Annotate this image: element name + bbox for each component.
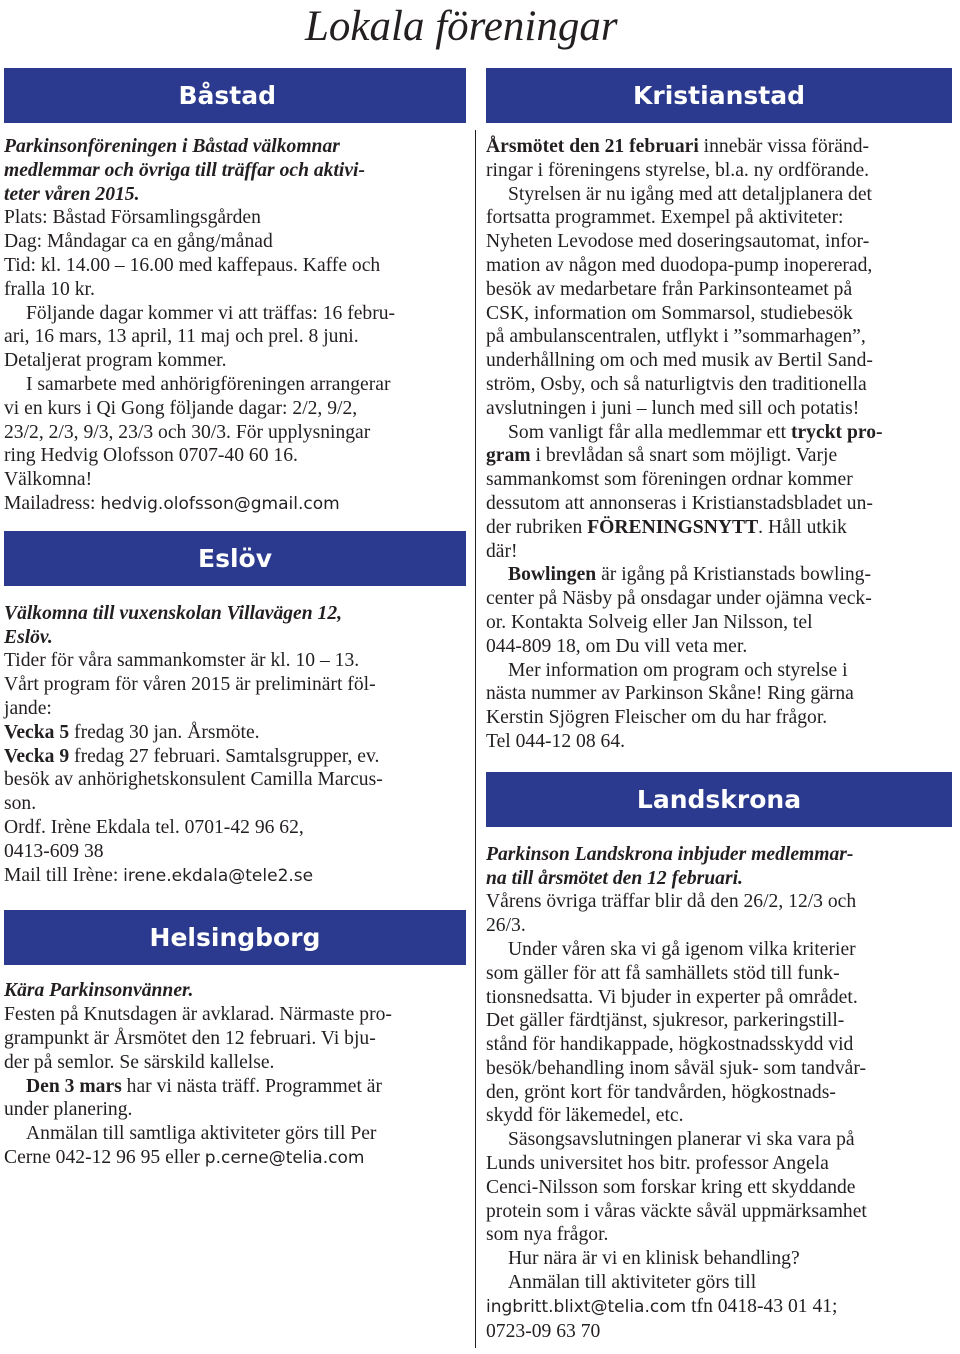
bold-text: Bowlingen <box>508 564 597 586</box>
text-line: är igång på Kristianstads bowling- <box>596 564 872 586</box>
mail-label: Mailadress: <box>4 492 101 514</box>
text-line: Välkomna! <box>4 469 93 491</box>
landskrona-p2 <box>486 962 952 1129</box>
text-line: Cerne 042-12 96 95 eller <box>4 1146 205 1168</box>
section-header-kristianstad: Kristianstad <box>486 68 952 123</box>
text-line: Säsongsavslutningen planerar vi ska vara på <box>508 1129 855 1151</box>
text-line: Styrelsen är nu igång med att detaljplanera det <box>508 183 872 205</box>
text-line: Kerstin Sjögren Fleischer om du har frågor. <box>486 707 828 729</box>
week-label: Vecka 9 <box>4 745 70 767</box>
text-line: 044-809 18, om Du vill veta mer. <box>486 635 748 657</box>
kristianstad-program-cont <box>486 206 952 420</box>
helsingborg-info <box>4 1003 466 1074</box>
mail-label: Mail till Irène: <box>4 864 124 886</box>
section-body-helsingborg <box>4 979 466 1170</box>
column-divider <box>475 130 476 1348</box>
eslov-info <box>4 649 466 888</box>
bastad-info <box>4 206 466 301</box>
text-line: Parkinsonföreningen i Båstad välkomnar <box>4 136 340 157</box>
text-line: innebär vissa föränd- <box>698 136 870 157</box>
eslov-lead <box>4 602 466 650</box>
text-line: mation av någon med duodopa-pump inopererad, <box>486 254 873 276</box>
text-line: stånd för handikappade, högkostnadsskydd vid <box>486 1034 854 1056</box>
text-line: 23/2, 2/3, 9/3, 23/3 och 30/3. För upplysningar <box>4 421 371 443</box>
text-line: tfn 0418-43 01 41; <box>686 1295 838 1317</box>
section-header-bastad: Båstad <box>4 68 466 123</box>
text-line: medlemmar och övriga till träffar och aktivi- <box>4 159 366 181</box>
text-line: som nya frågor. <box>486 1224 609 1246</box>
helsingborg-contact <box>4 1146 466 1171</box>
text-line: ström, Osby, och så naturligtvis den traditionella <box>486 373 867 395</box>
email-link[interactable]: ingbritt.blixt@telia.com <box>486 1296 687 1317</box>
phone-number: 0723-09 63 70 <box>486 1320 601 1342</box>
left-column <box>4 68 466 1171</box>
landskrona-p3 <box>486 1152 952 1247</box>
text-line: 26/3. <box>486 915 526 937</box>
text-line: son. <box>4 793 37 815</box>
text-line: fortsatta programmet. Exempel på aktiviteter: <box>486 207 844 229</box>
text-line: ringar i föreningens styrelse, bl.a. ny ordförande. <box>486 159 870 181</box>
text-line: sammankomst som föreningen ordnar kommer <box>486 469 853 491</box>
section-header-landskrona: Landskrona <box>486 772 952 827</box>
section-header-eslov: Eslöv <box>4 531 466 586</box>
section-body-eslov <box>4 602 466 889</box>
text-line: besök av medarbetare från Parkinsonteamet på <box>486 278 853 300</box>
landskrona-lead <box>486 843 952 891</box>
bold-text: gram <box>486 445 531 467</box>
text-line: i brevlådan så snart som möjligt. Varje <box>530 445 838 467</box>
text-line: den, grönt kort för tandvården, högkostnads- <box>486 1081 836 1103</box>
text-line: Cenci-Nilsson som forskar kring ett skyddande <box>486 1176 856 1198</box>
text-line: på ambulanscentralen, utflykt i ”sommarhagen”, <box>486 326 866 348</box>
text-line: där! <box>486 540 518 562</box>
text-line: Anmälan till samtliga aktiviteter görs till Per <box>26 1123 377 1145</box>
bastad-dates <box>4 302 466 373</box>
helsingborg-lead: Kära Parkinsonvänner. <box>4 980 194 1002</box>
bold-text: tryckt pro- <box>790 421 883 443</box>
text-line: underhållning om och med musik av Bertil Sand- <box>486 350 873 372</box>
text-line: jande: <box>4 697 52 719</box>
kristianstad-printed <box>486 421 952 445</box>
text-line: under planering. <box>4 1099 133 1121</box>
text-line: Vårt program för våren 2015 är preliminärt föl- <box>4 674 376 696</box>
page-title: Lokala föreningar <box>305 3 618 50</box>
text-line: Tel 044-12 08 64. <box>486 730 626 752</box>
bastad-lead <box>4 135 466 206</box>
text-line: center på Näsby på onsdagar under ojämna veck- <box>486 588 872 610</box>
text-line: Hur nära är vi en klinisk behandling? <box>508 1248 800 1270</box>
kristianstad-printed-cont <box>486 444 952 563</box>
text-line: . Håll utkik <box>758 516 847 538</box>
text-line: Välkomna till vuxenskolan Villavägen 12, <box>4 602 343 624</box>
text-line: fredag 30 jan. Årsmöte. <box>69 721 260 743</box>
text-line: Som vanligt får alla medlemmar ett <box>508 421 791 443</box>
text-line: grampunkt är Årsmötet den 12 februari. Vi bju- <box>4 1027 376 1049</box>
text-line: Eslöv. <box>4 626 53 648</box>
text-line: I samarbete med anhörigföreningen arrangerar <box>26 373 391 395</box>
text-line: ari, 16 mars, 13 april, 11 maj och prel. 8 juni. <box>4 326 359 348</box>
text-line: Mer information om program och styrelse i <box>508 659 848 681</box>
week-label: Vecka 5 <box>4 721 70 743</box>
section-body-bastad <box>4 135 466 517</box>
text-line: 0413-609 38 <box>4 840 104 862</box>
kristianstad-bowling-cont <box>486 587 952 658</box>
text-line: besök/behandling inom såväl sjuk- som tandvår- <box>486 1057 866 1079</box>
bold-text: FÖRENINGSNYTT <box>587 516 759 538</box>
text-line: avslutningen i juni – lunch med sill och potatis! <box>486 397 860 419</box>
section-body-kristianstad <box>486 135 952 754</box>
text-line: skydd för läkemedel, etc. <box>486 1105 684 1127</box>
text-line: Ordf. Irène Ekdala tel. 0701-42 96 62, <box>4 816 304 838</box>
text-line: har vi nästa träff. Programmet är <box>121 1075 383 1097</box>
text-line: fredag 27 februari. Samtalsgrupper, ev. <box>69 745 380 767</box>
text-line: tionsnedsatta. Vi bjuder in experter på området. <box>486 986 858 1008</box>
text-line: fralla 10 kr. <box>4 278 95 300</box>
helsingborg-next <box>4 1075 466 1099</box>
kristianstad-bowling <box>486 563 952 587</box>
section-header-helsingborg: Helsingborg <box>4 910 466 965</box>
text-line: protein som i våras väckte såväl uppmärksamhet <box>486 1200 867 1222</box>
text-line: Tider för våra sammankomster är kl. 10 – 13. <box>4 650 360 672</box>
text-line: ring Hedvig Olofsson 0707-40 60 16. <box>4 445 298 467</box>
text-line: CSK, information om Sommarsol, studiebesök <box>486 302 853 324</box>
text-line: Dag: Måndagar ca en gång/månad <box>4 231 273 253</box>
text-line: or. Kontakta Solveig eller Jan Nilsson, tel <box>486 611 813 633</box>
email-link[interactable]: p.cerne@telia.com <box>204 1147 365 1168</box>
landskrona-contact <box>486 1295 952 1344</box>
right-column <box>486 68 952 1343</box>
meeting-label: Årsmötet den 21 februari <box>486 136 699 157</box>
text-line: der på semlor. Se särskild kallelse. <box>4 1051 275 1073</box>
kristianstad-program <box>486 183 952 207</box>
kristianstad-annual <box>486 135 952 183</box>
text-line: Vårens övriga träffar blir då den 26/2, 12/3 och <box>486 891 857 913</box>
text-line: nästa nummer av Parkinson Skåne! Ring gärna <box>486 683 854 705</box>
text-line: Detaljerat program kommer. <box>4 350 227 372</box>
text-line: Parkinson Landskrona inbjuder medlemmar- <box>486 843 854 865</box>
bastad-mail <box>4 492 466 517</box>
text-line: som gäller för att få samhällets stöd till funk- <box>486 962 840 984</box>
email-link[interactable]: hedvig.olofsson@gmail.com <box>100 493 340 514</box>
landskrona-p1 <box>486 890 952 938</box>
text-line: Lunds universitet hos bitr. professor Angela <box>486 1153 829 1175</box>
text-line: Under våren ska vi gå igenom vilka kriterier <box>508 938 856 960</box>
text-line: Anmälan till aktiviteter görs till <box>508 1272 757 1294</box>
text-line: teter våren 2015. <box>4 183 140 205</box>
text-line: Festen på Knutsdagen är avklarad. Närmaste pro- <box>4 1004 392 1026</box>
date-label: Den 3 mars <box>26 1075 122 1097</box>
text-line: der rubriken <box>486 516 588 538</box>
text-line: Det gäller färdtjänst, sjukresor, parkeringstill- <box>486 1010 845 1032</box>
text-line: Nyheten Levodose med doseringsautomat, infor- <box>486 231 870 253</box>
text-line: dessutom att annonseras i Kristianstadsbladet un- <box>486 492 873 514</box>
text-line: Plats: Båstad Församlingsgården <box>4 207 261 229</box>
text-line: na till årsmötet den 12 februari. <box>486 867 743 889</box>
kristianstad-contact <box>486 682 952 753</box>
text-line: Följande dagar kommer vi att träffas: 16 febru- <box>26 302 396 324</box>
text-line: vi en kurs i Qi Gong följande dagar: 2/2, 9/2, <box>4 397 358 419</box>
text-line: besök av anhörighetskonsulent Camilla Marcus- <box>4 769 383 791</box>
bastad-qigong <box>4 373 466 492</box>
email-link[interactable]: irene.ekdala@tele2.se <box>123 865 314 886</box>
text-line: Tid: kl. 14.00 – 16.00 med kaffepaus. Kaffe och <box>4 254 381 276</box>
section-body-landskrona <box>486 843 952 1344</box>
